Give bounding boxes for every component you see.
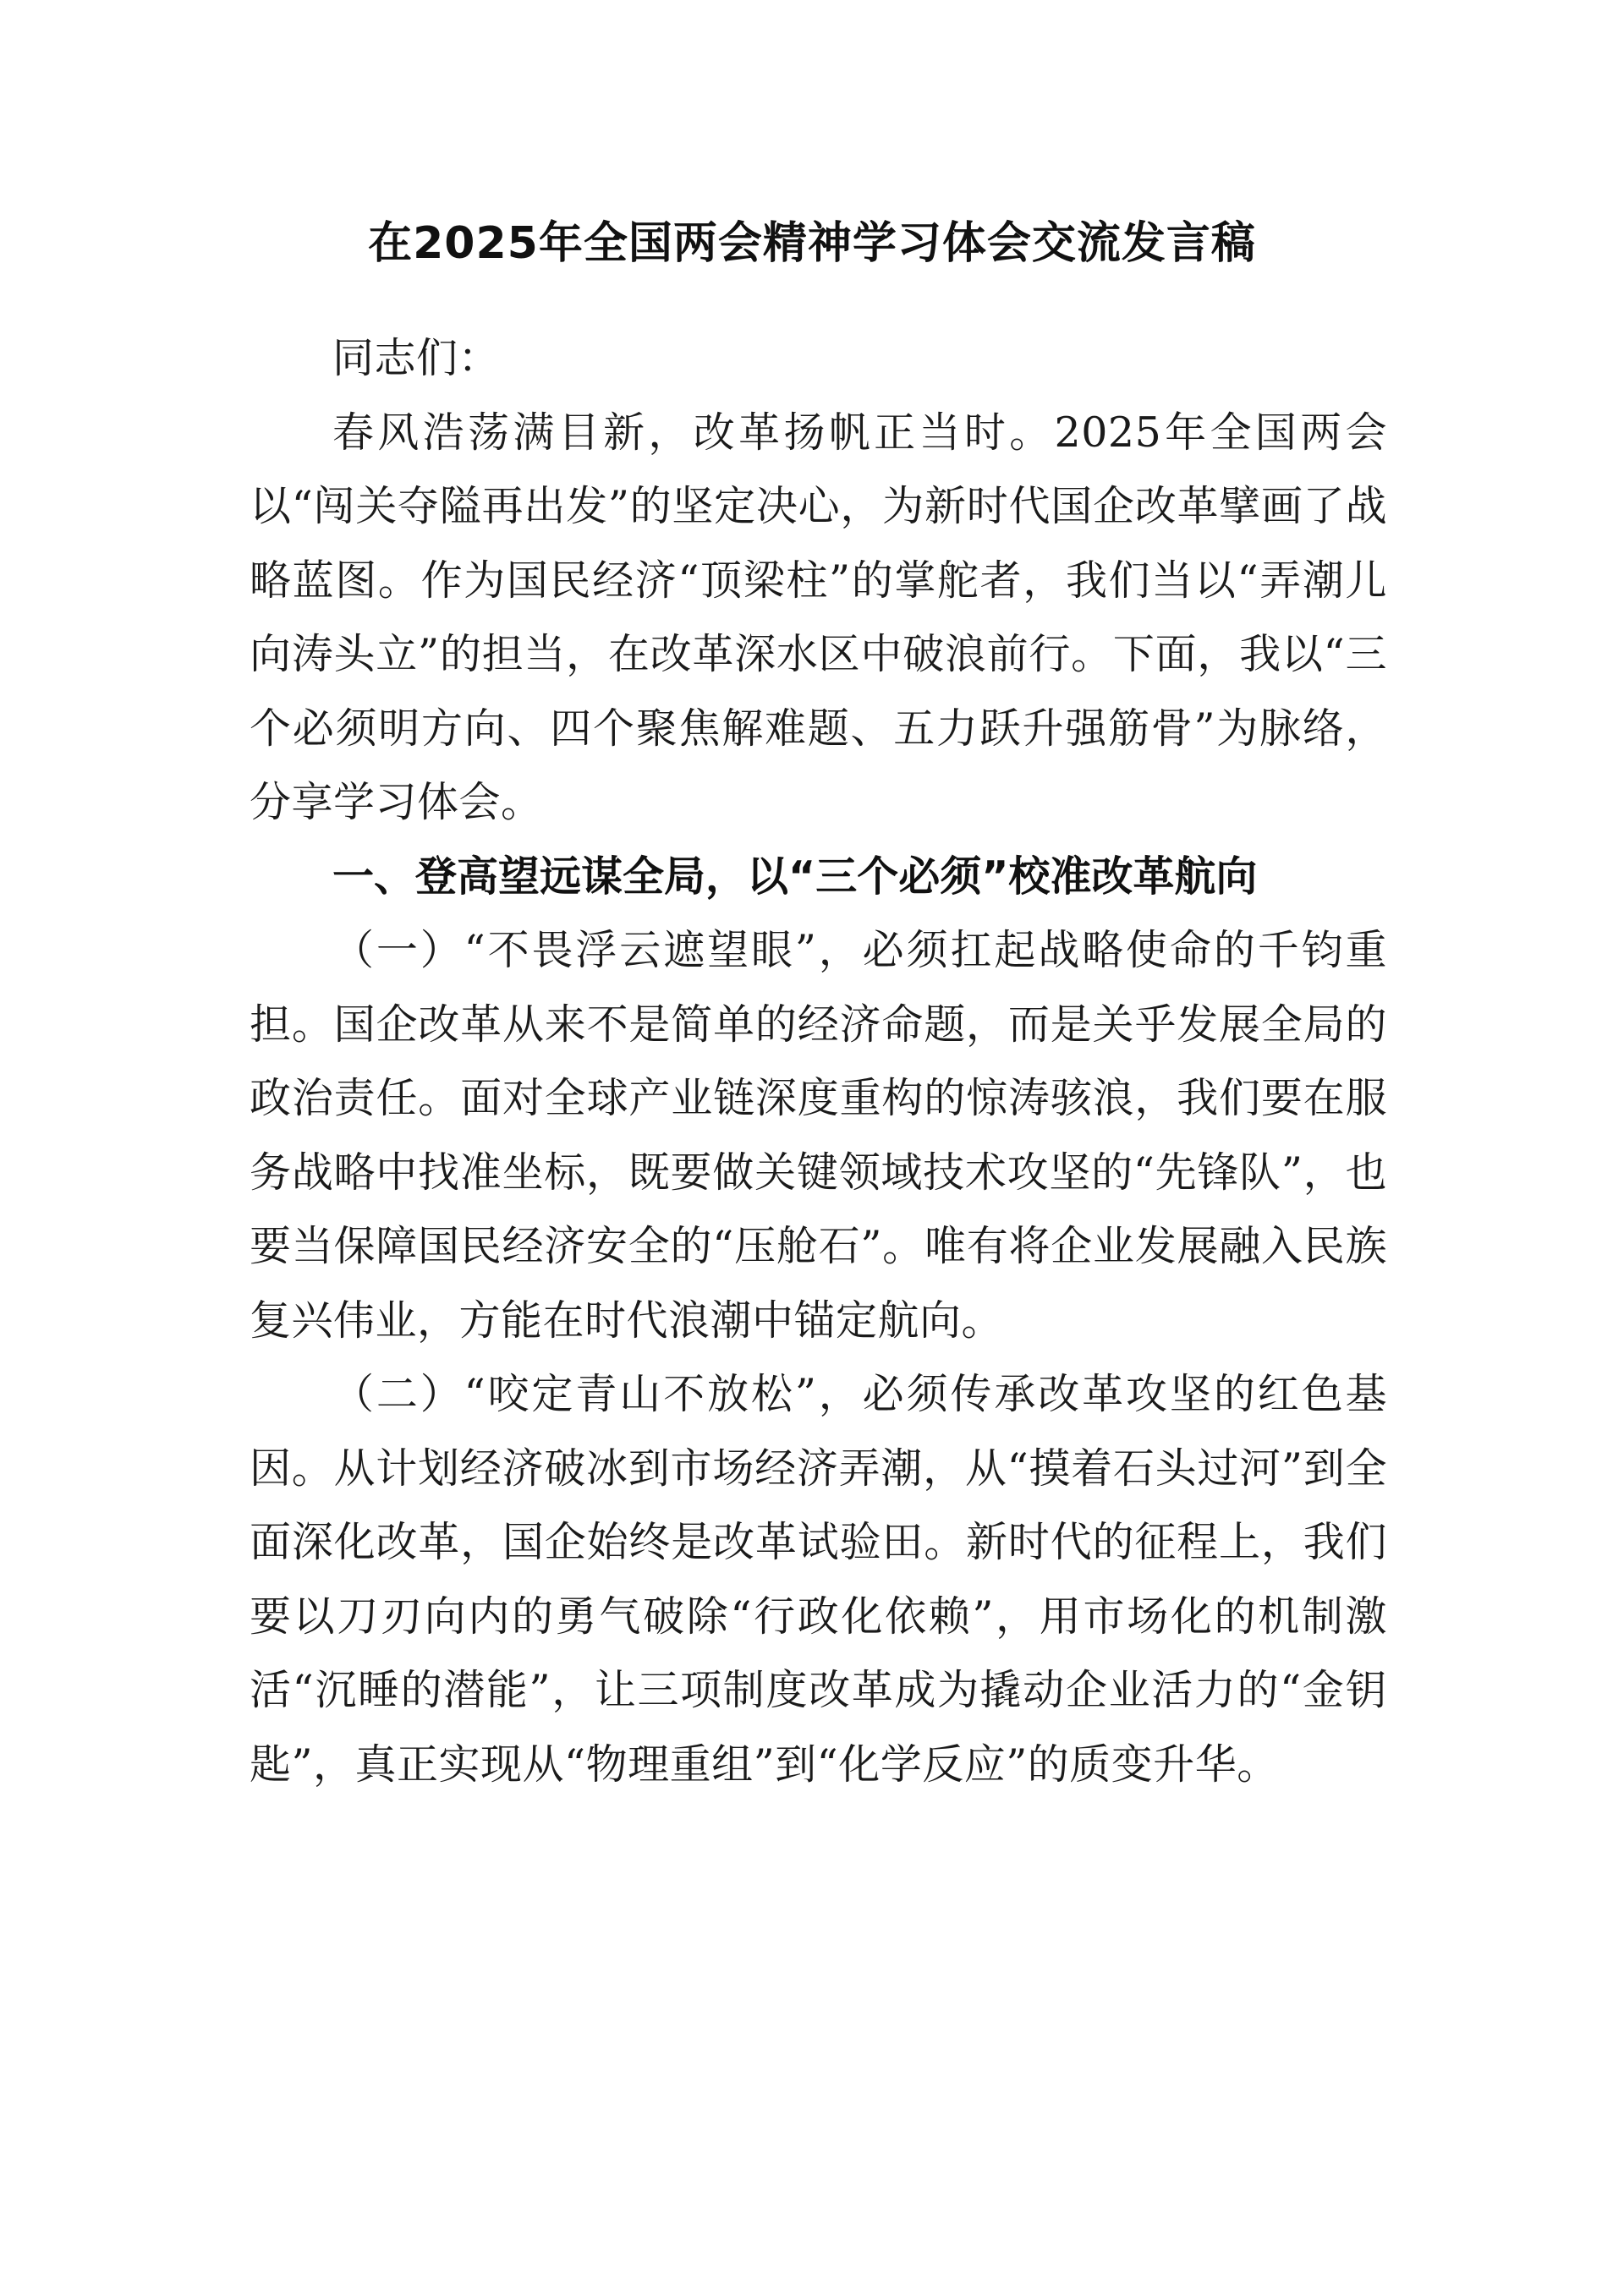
document-body xyxy=(250,321,1387,1801)
salutation: 同志们： xyxy=(332,334,501,382)
section1-item2-paragraph: （二）“咬定青山不放松”，必须传承改革攻坚的红色基因。从计划经济破冰到市场经济弄潮，从“摸着石头过河”到全面深化改革，国企始终是改革试验田。新时代的征程上，我们要以刀刃向内的勇气破除“行政化依赖”，用市场化的机制激活“沉睡的潜能”，让三项制度改革成为撬动企业活力的“金钥匙”，真正实现从“物理重组”到“化学反应”的质变升华。 xyxy=(250,1370,1387,1789)
section-heading-1: 一、登高望远谋全局，以“三个必须”校准改革航向 xyxy=(332,852,1258,901)
document-title: 在2025年全国两会精神学习体会交流发言稿 xyxy=(368,218,1256,269)
intro-paragraph: 春风浩荡满目新，改革扬帆正当时。2025年全国两会以“闯关夺隘再出发”的坚定决心，为新时代国企改革擘画了战略蓝图。作为国民经济“顶梁柱”的掌舵者，我们当以“弄潮儿向涛头立”的担当，在改革深水区中破浪前行。下面，我以“三个必须明方向、四个聚焦解难题、五力跃升强筋骨”为脉络，分享学习体会。 xyxy=(250,408,1387,826)
section1-item1-paragraph: （一）“不畏浮云遮望眼”，必须扛起战略使命的千钧重担。国企改革从来不是简单的经济命题，而是关乎发展全局的政治责任。面对全球产业链深度重构的惊涛骇浪，我们要在服务战略中找准坐标，既要做关键领域技术攻坚的“先锋队”，也要当保障国民经济安全的“压舱石”。唯有将企业发展融入民族复兴伟业，方能在时代浪潮中锚定航向。 xyxy=(250,926,1387,1345)
